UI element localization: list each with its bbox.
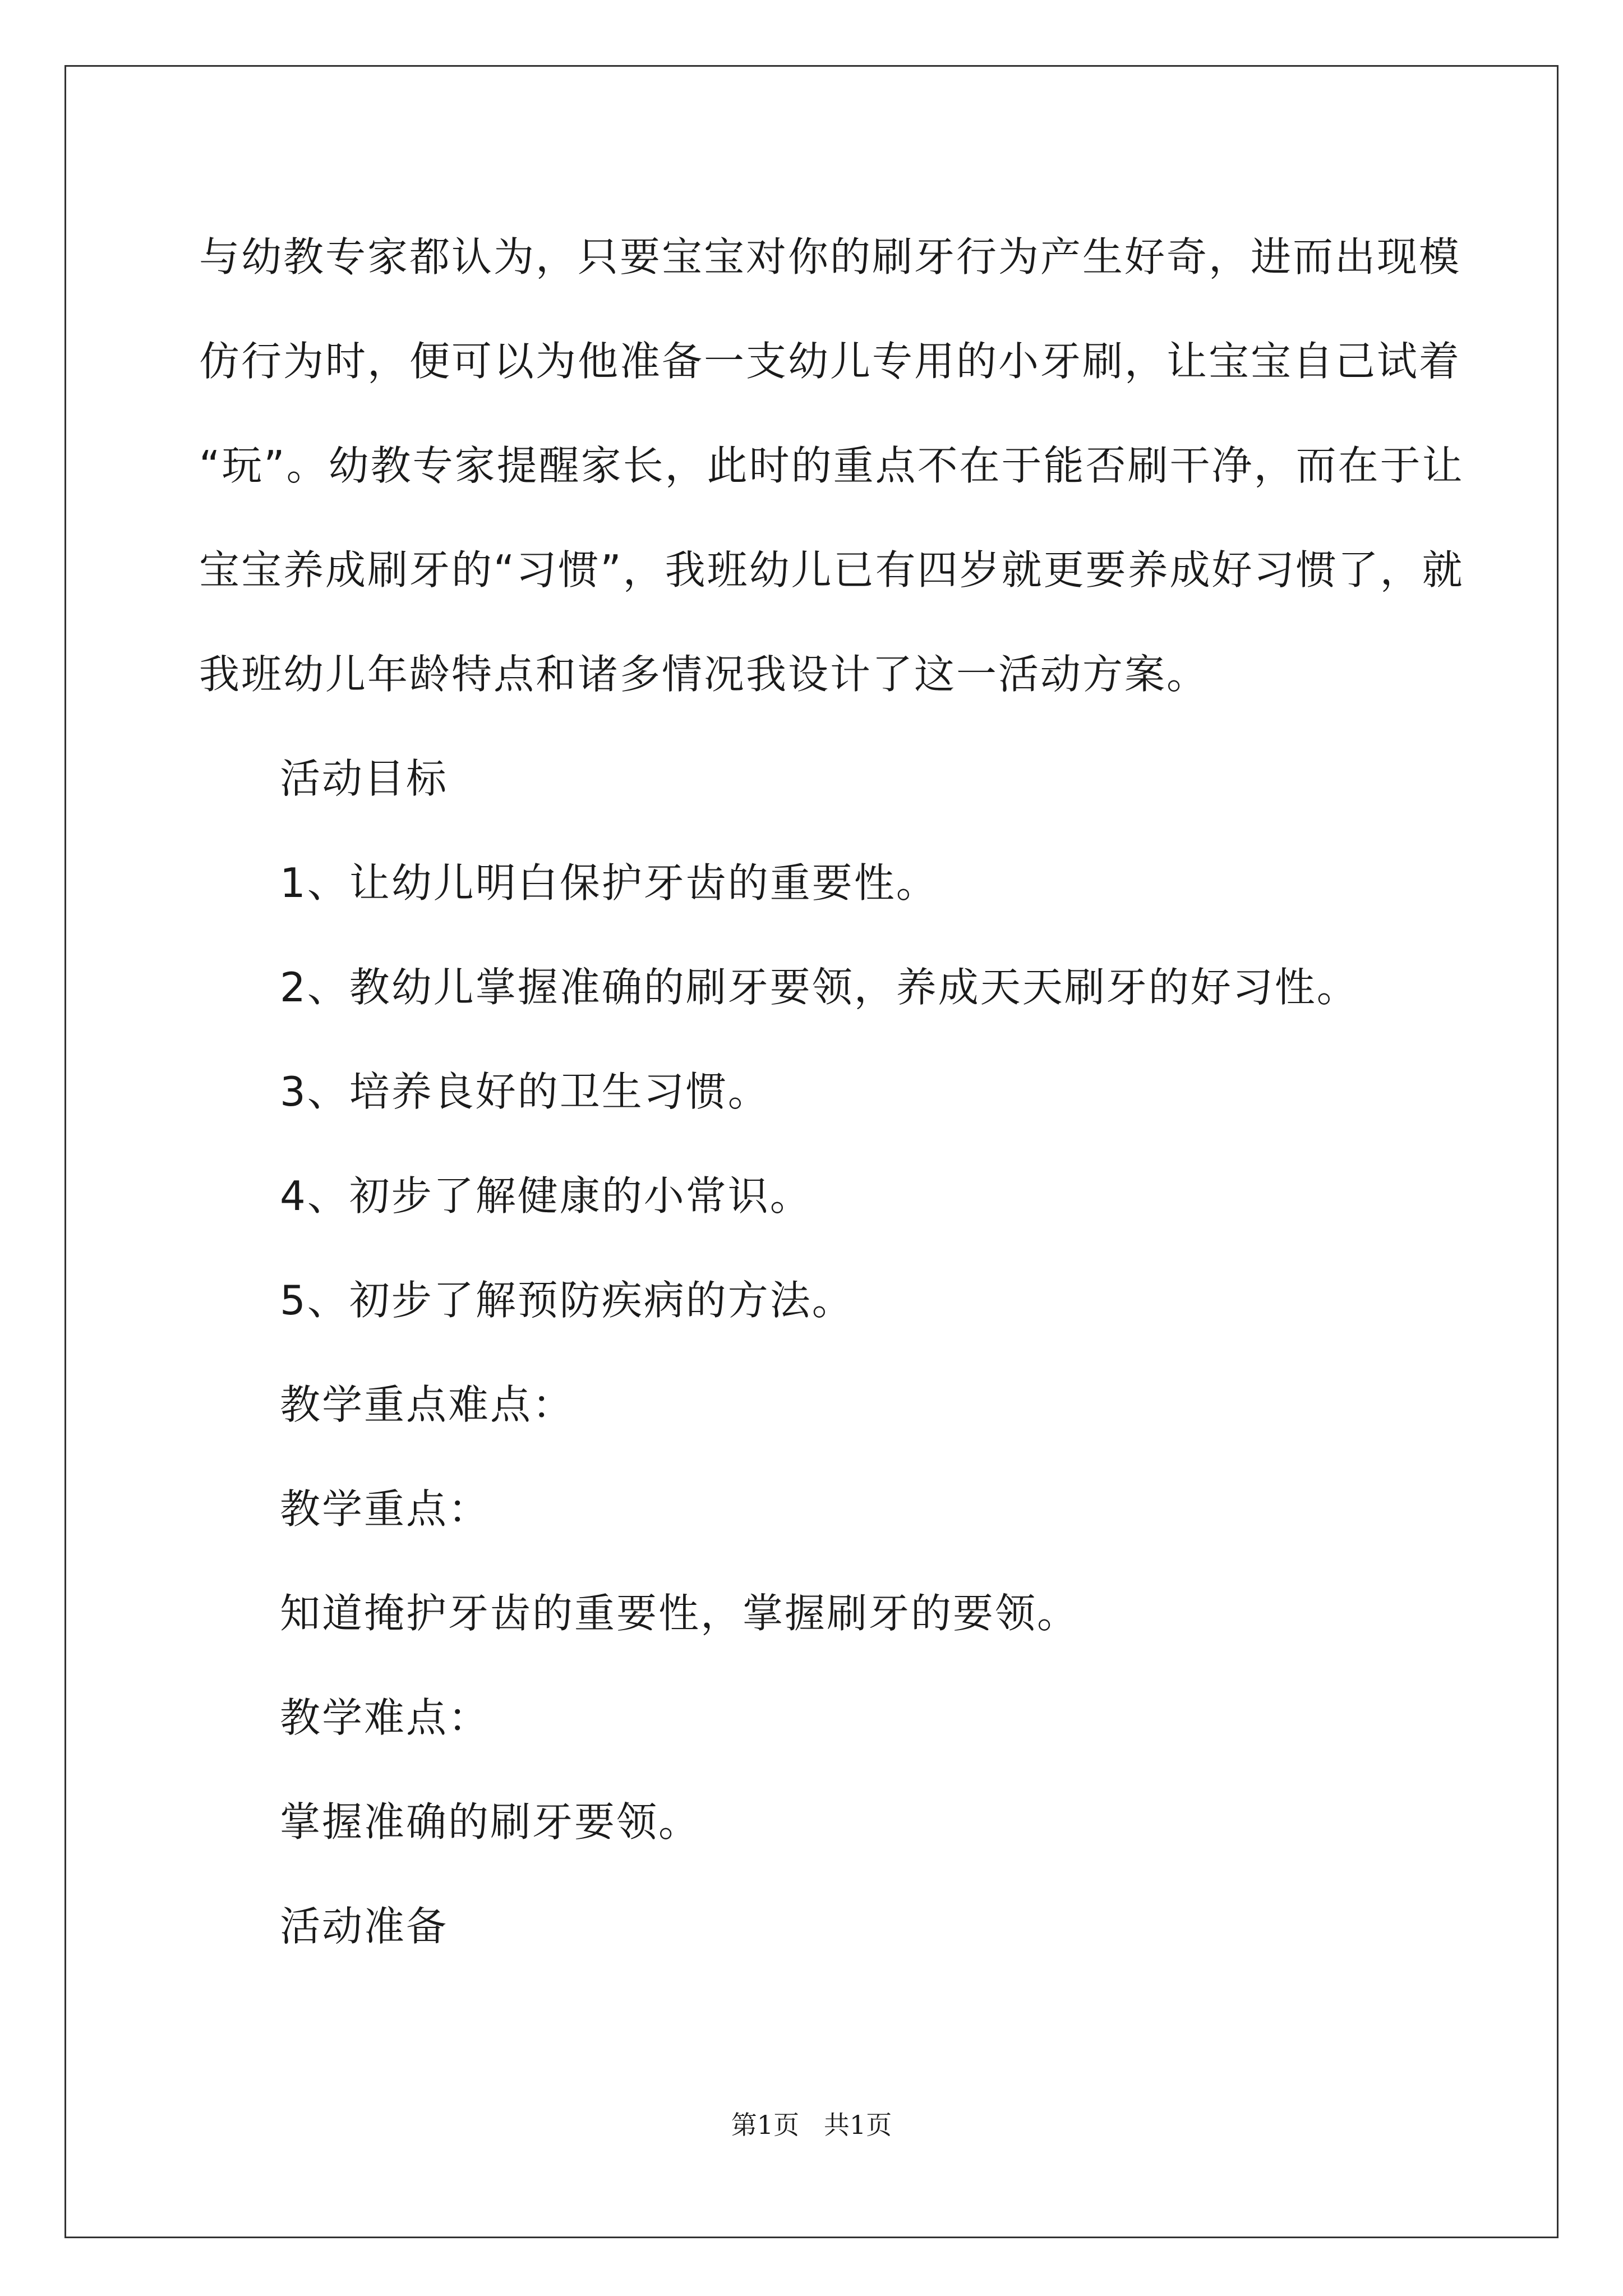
subheading-key-points: 教学重点： — [280, 1485, 491, 1533]
goal-item: 2、教幼儿掌握准确的刷牙要领，养成天天刷牙的好习性。 — [280, 964, 1359, 1011]
goal-item: 5、初步了解预防疾病的方法。 — [280, 1277, 854, 1324]
section-heading-activity-goals: 活动目标 — [280, 755, 449, 802]
difficult-point-text: 掌握准确的刷牙要领。 — [280, 1798, 701, 1846]
document-body — [199, 205, 1464, 1978]
page-footer: 第1页 共1页 — [731, 2110, 892, 2140]
section-heading-activity-preparation: 活动准备 — [280, 1903, 449, 1950]
section-heading-key-difficult-points: 教学重点难点： — [280, 1381, 575, 1428]
intro-line: 宝宝养成刷牙的“习惯”，我班幼儿已有四岁就更要养成好习惯了，就 — [199, 546, 1464, 593]
goal-item: 4、初步了解健康的小常识。 — [280, 1172, 812, 1220]
intro-line: 与幼教专家都认为，只要宝宝对你的刷牙行为产生好奇，进而出现模 — [199, 233, 1461, 280]
key-point-text: 知道掩护牙齿的重要性，掌握刷牙的要领。 — [280, 1590, 1080, 1637]
subheading-difficult-points: 教学难点： — [280, 1694, 491, 1741]
goal-item: 3、培养良好的卫生习惯。 — [280, 1068, 770, 1115]
intro-line: “玩”。幼教专家提醒家长，此时的重点不在于能否刷干净，而在于让 — [199, 442, 1464, 489]
goal-item: 1、让幼儿明白保护牙齿的重要性。 — [280, 859, 938, 907]
intro-line: 仿行为时，便可以为他准备一支幼儿专用的小牙刷，让宝宝自己试着 — [199, 338, 1461, 385]
intro-line: 我班幼儿年龄特点和诸多情况我设计了这一活动方案。 — [199, 651, 1209, 698]
